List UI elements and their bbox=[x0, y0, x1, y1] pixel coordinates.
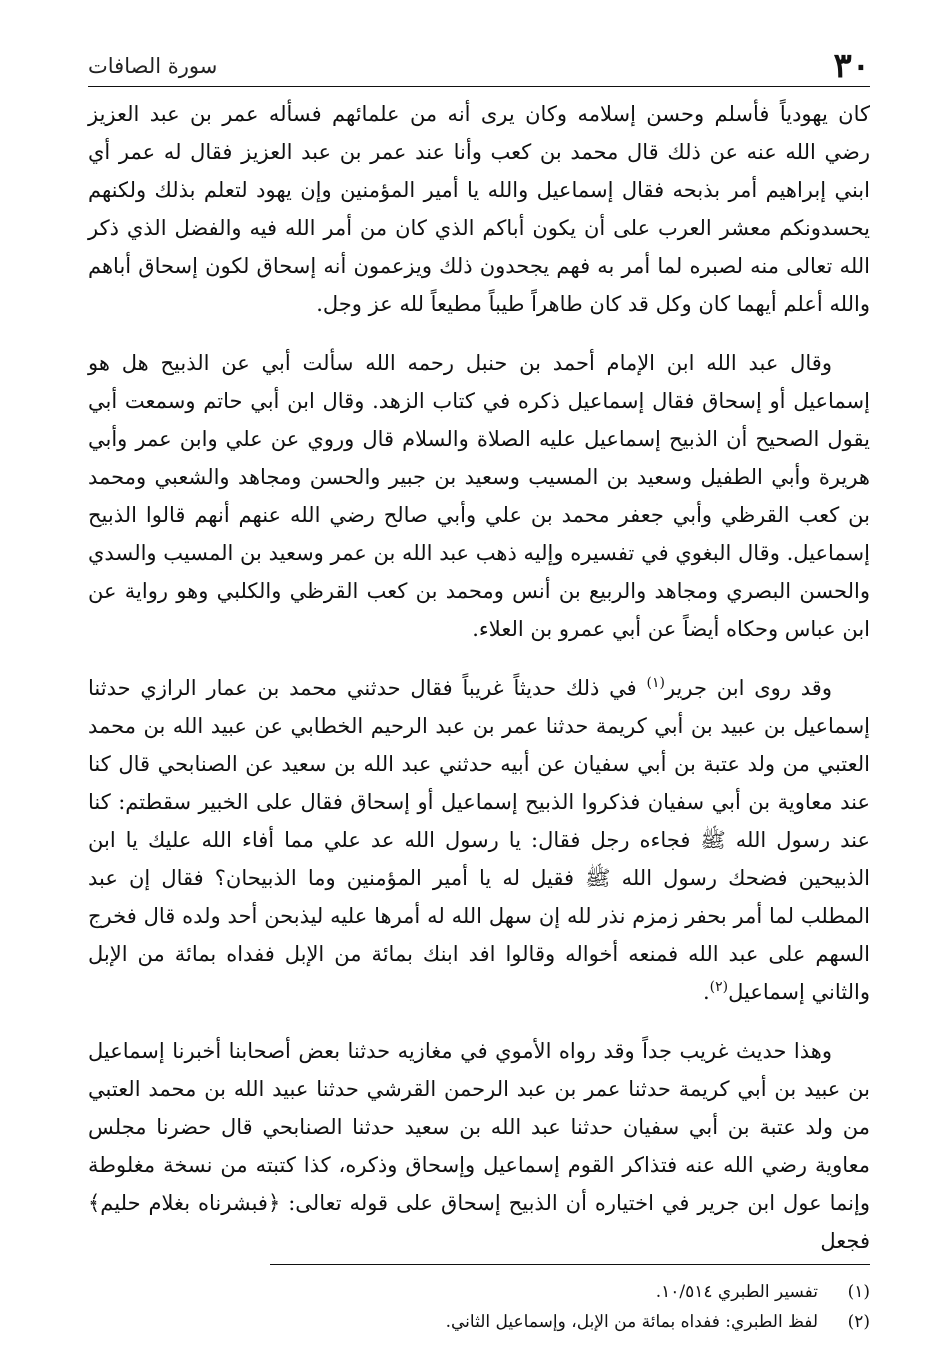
main-text bbox=[88, 95, 870, 1281]
page-header bbox=[88, 46, 870, 86]
footnote-reference[interactable]: (٢) bbox=[709, 979, 729, 995]
footnote bbox=[88, 1307, 870, 1337]
paragraph: كان يهودياً فأسلم وحسن إسلامه وكان يرى أنه من علمائهم فسأله عمر بن عبد العزيز رضي الله عنه عن ذلك قال محمد بن كعب وأنا عند عمر بن عبد العزيز فقال له عمر أي ابني إبراهيم أمر بذبحه فقال إسماعيل والله يا أمير المؤمنين وإن يهود لتعلم بذلك ولكنهم يحسدونكم معشر العرب على أن يكون أباكم الذي كان من أمر الله فيه والفضل الذي ذكر الله تعالى منه لصبره لما أمر به فهم يجحدون ذلك ويزعمون أنه إسحاق لكون إسحاق أباهم والله أعلم أيهما كان وكل قد كان طاهراً طيباً مطيعاً لله عز وجل. bbox=[88, 102, 870, 316]
footnote-number: (١) bbox=[847, 1282, 870, 1302]
paragraph: وهذا حديث غريب جداً وقد رواه الأموي في مغازيه حدثنا بعض أصحابنا أخبرنا إسماعيل بن عبيد بن أبي كريمة حدثنا عمر بن عبد الرحمن القرشي حدثنا عبيد الله بن محمد العتبي من ولد عتبة بن أبي سفيان حدثنا عبد الله بن سعيد حدثنا الصنابحي قال حضرنا مجلس معاوية رضي الله عنه فتذاكر القوم إسماعيل وإسحاق وذكره، كذا كتبته من نسخة مغلوطة وإنما عول ابن جرير في اختياره أن الذبيح إسحاق على قوله تعالى: ﴿فبشرناه بغلام حليم﴾ فجعل bbox=[88, 1039, 870, 1253]
footnote-text: لفظ الطبري: ففداه بمائة من الإبل، وإسماعيل الثاني. bbox=[445, 1312, 818, 1332]
paragraph-text: في ذلك حديثاً غريباً فقال حدثني محمد بن عمار الرازي حدثنا إسماعيل بن عبيد بن أبي كريمة حدثنا عمر بن عبد الرحيم الخطابي عن عبيد الله بن محمد العتبي من ولد عتبة بن أبي سفيان عن أبيه حدثني عبد الله بن سعيد عن الصنابحي قال كنا عند معاوية بن أبي سفيان فذكروا الذبيح إسماعيل أو إسحاق فقال على الخبير سقطتم: كنا عند رسول الله ﷺ فجاءه رجل فقال: يا رسول الله عد علي مما أفاء الله عليك يا ابن الذبيحين فضحك رسول الله ﷺ فقيل له يا أمير المؤمنين وما الذبيحان؟ فقال إن عبد المطلب لما أمر بحفر زمزم نذر لله إن سهل الله له أمرها عليه ليذبحن أحد ولده قال فخرج السهم على عبد الله فمنعه أخواله وقالوا افد ابنك بمائة من الإبل ففداه بمائة من الإبل والثاني إسماعيل bbox=[88, 676, 870, 1004]
header-divider bbox=[88, 86, 870, 87]
footnote-number: (٢) bbox=[847, 1312, 870, 1332]
running-title: سورة الصافات bbox=[88, 54, 218, 78]
paragraph-end: . bbox=[702, 980, 710, 1004]
footnote bbox=[88, 1277, 870, 1307]
paragraph: وقال عبد الله ابن الإمام أحمد بن حنبل رحمه الله سألت أبي عن الذبيح هل هو إسماعيل أو إسحاق فقال إسماعيل ذكره في كتاب الزهد. وقال ابن أبي حاتم وسمعت أبي يقول الصحيح أن الذبيح إسماعيل عليه الصلاة والسلام قال وروي عن علي وابن عمر وأبي هريرة وأبي الطفيل وسعيد بن المسيب وسعيد بن جبير والحسن ومجاهد والشعبي ومحمد بن كعب القرظي وأبي جعفر محمد بن علي وأبي صالح رضي الله عنهم أنهم قالوا الذبيح إسماعيل. وقال البغوي في تفسيره وإليه ذهب عبد الله بن عمر وسعيد بن المسيب والسدي والحسن البصري ومجاهد والربيع بن أنس ومحمد بن كعب القرظي والكلبي وهو رواية عن ابن عباس وحكاه أيضاً عن أبي عمرو بن العلاء. bbox=[88, 351, 870, 641]
paragraph-lead: وقد روى ابن جرير bbox=[664, 676, 832, 700]
paragraph bbox=[88, 669, 870, 1011]
page-number: ٣٠ bbox=[833, 46, 870, 86]
footnote-divider bbox=[270, 1264, 870, 1265]
footnote-reference[interactable]: (١) bbox=[646, 675, 665, 691]
footnote-text: تفسير الطبري ١٠/٥١٤. bbox=[655, 1282, 818, 1302]
footnotes bbox=[88, 1277, 870, 1337]
